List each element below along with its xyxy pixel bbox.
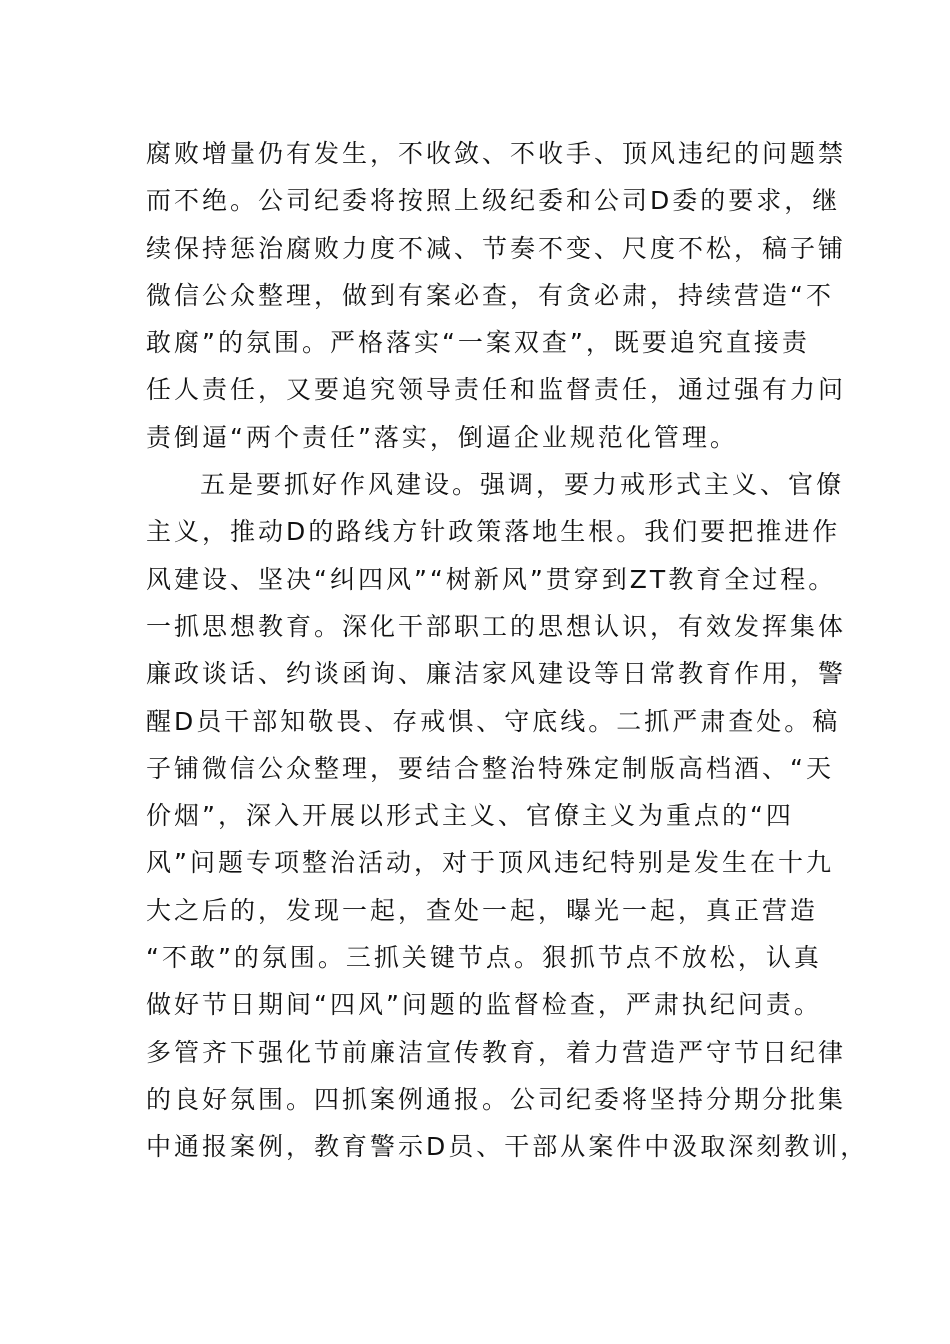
body-text bbox=[146, 130, 869, 1171]
text-line: 微信公众整理，做到有案必查，有贪必肃，持续营造“不 bbox=[146, 280, 834, 310]
text-line: “不敢”的氛围。三抓关键节点。狠抓节点不放松，认真 bbox=[146, 943, 822, 973]
text-line: 风”问题专项整治活动，对于顶风违纪特别是发生在十九 bbox=[146, 848, 834, 878]
text-line: 腐败增量仍有发生，不收敛、不收手、顶风违纪的问题禁 bbox=[146, 139, 847, 168]
text-line: 主义，推动D的路线方针政策落地生根。我们要把推进作 bbox=[146, 517, 841, 547]
text-line: 一抓思想教育。深化干部职工的思想认识，有效发挥集体 bbox=[146, 611, 847, 641]
text-line: 醒D员干部知敬畏、存戒惧、守底线。二抓严肃查处。稿 bbox=[146, 706, 841, 736]
text-line: 中通报案例，教育警示D员、干部从案件中汲取深刻教训， bbox=[146, 1132, 869, 1162]
text-line: 风建设、坚决“纠四风”“树新风”贯穿到ZT教育全过程。 bbox=[146, 564, 837, 594]
text-line: 敢腐”的氛围。严格落实“一案双查”，既要追究直接责 bbox=[146, 328, 810, 358]
text-line: 任人责任，又要追究领导责任和监督责任，通过强有力问 bbox=[146, 375, 847, 405]
text-line: 大之后的，发现一起，查处一起，曝光一起，真正营造 bbox=[146, 895, 819, 925]
paragraph-start-line: 五是要抓好作风建设。强调，要力戒形式主义、官僚 bbox=[200, 470, 845, 500]
text-line: 做好节日期间“四风”问题的监督检查，严肃执纪问责。 bbox=[146, 990, 822, 1020]
text-line: 责倒逼“两个责任”落实，倒逼企业规范化管理。 bbox=[146, 422, 738, 452]
text-line: 的良好氛围。四抓案例通报。公司纪委将坚持分期分批集 bbox=[146, 1084, 847, 1114]
text-line: 续保持惩治腐败力度不减、节奏不变、尺度不松，稿子铺 bbox=[146, 233, 847, 263]
text-line: 而不绝。公司纪委将按照上级纪委和公司D委的要求，继 bbox=[146, 186, 841, 216]
text-line: 廉政谈话、约谈函询、廉洁家风建设等日常教育作用，警 bbox=[146, 659, 847, 689]
text-line: 多管齐下强化节前廉洁宣传教育，着力营造严守节日纪律 bbox=[146, 1037, 847, 1067]
text-line: 价烟”，深入开展以形式主义、官僚主义为重点的“四 bbox=[146, 801, 794, 831]
text-line: 子铺微信公众整理，要结合整治特殊定制版高档酒、“天 bbox=[146, 753, 834, 783]
